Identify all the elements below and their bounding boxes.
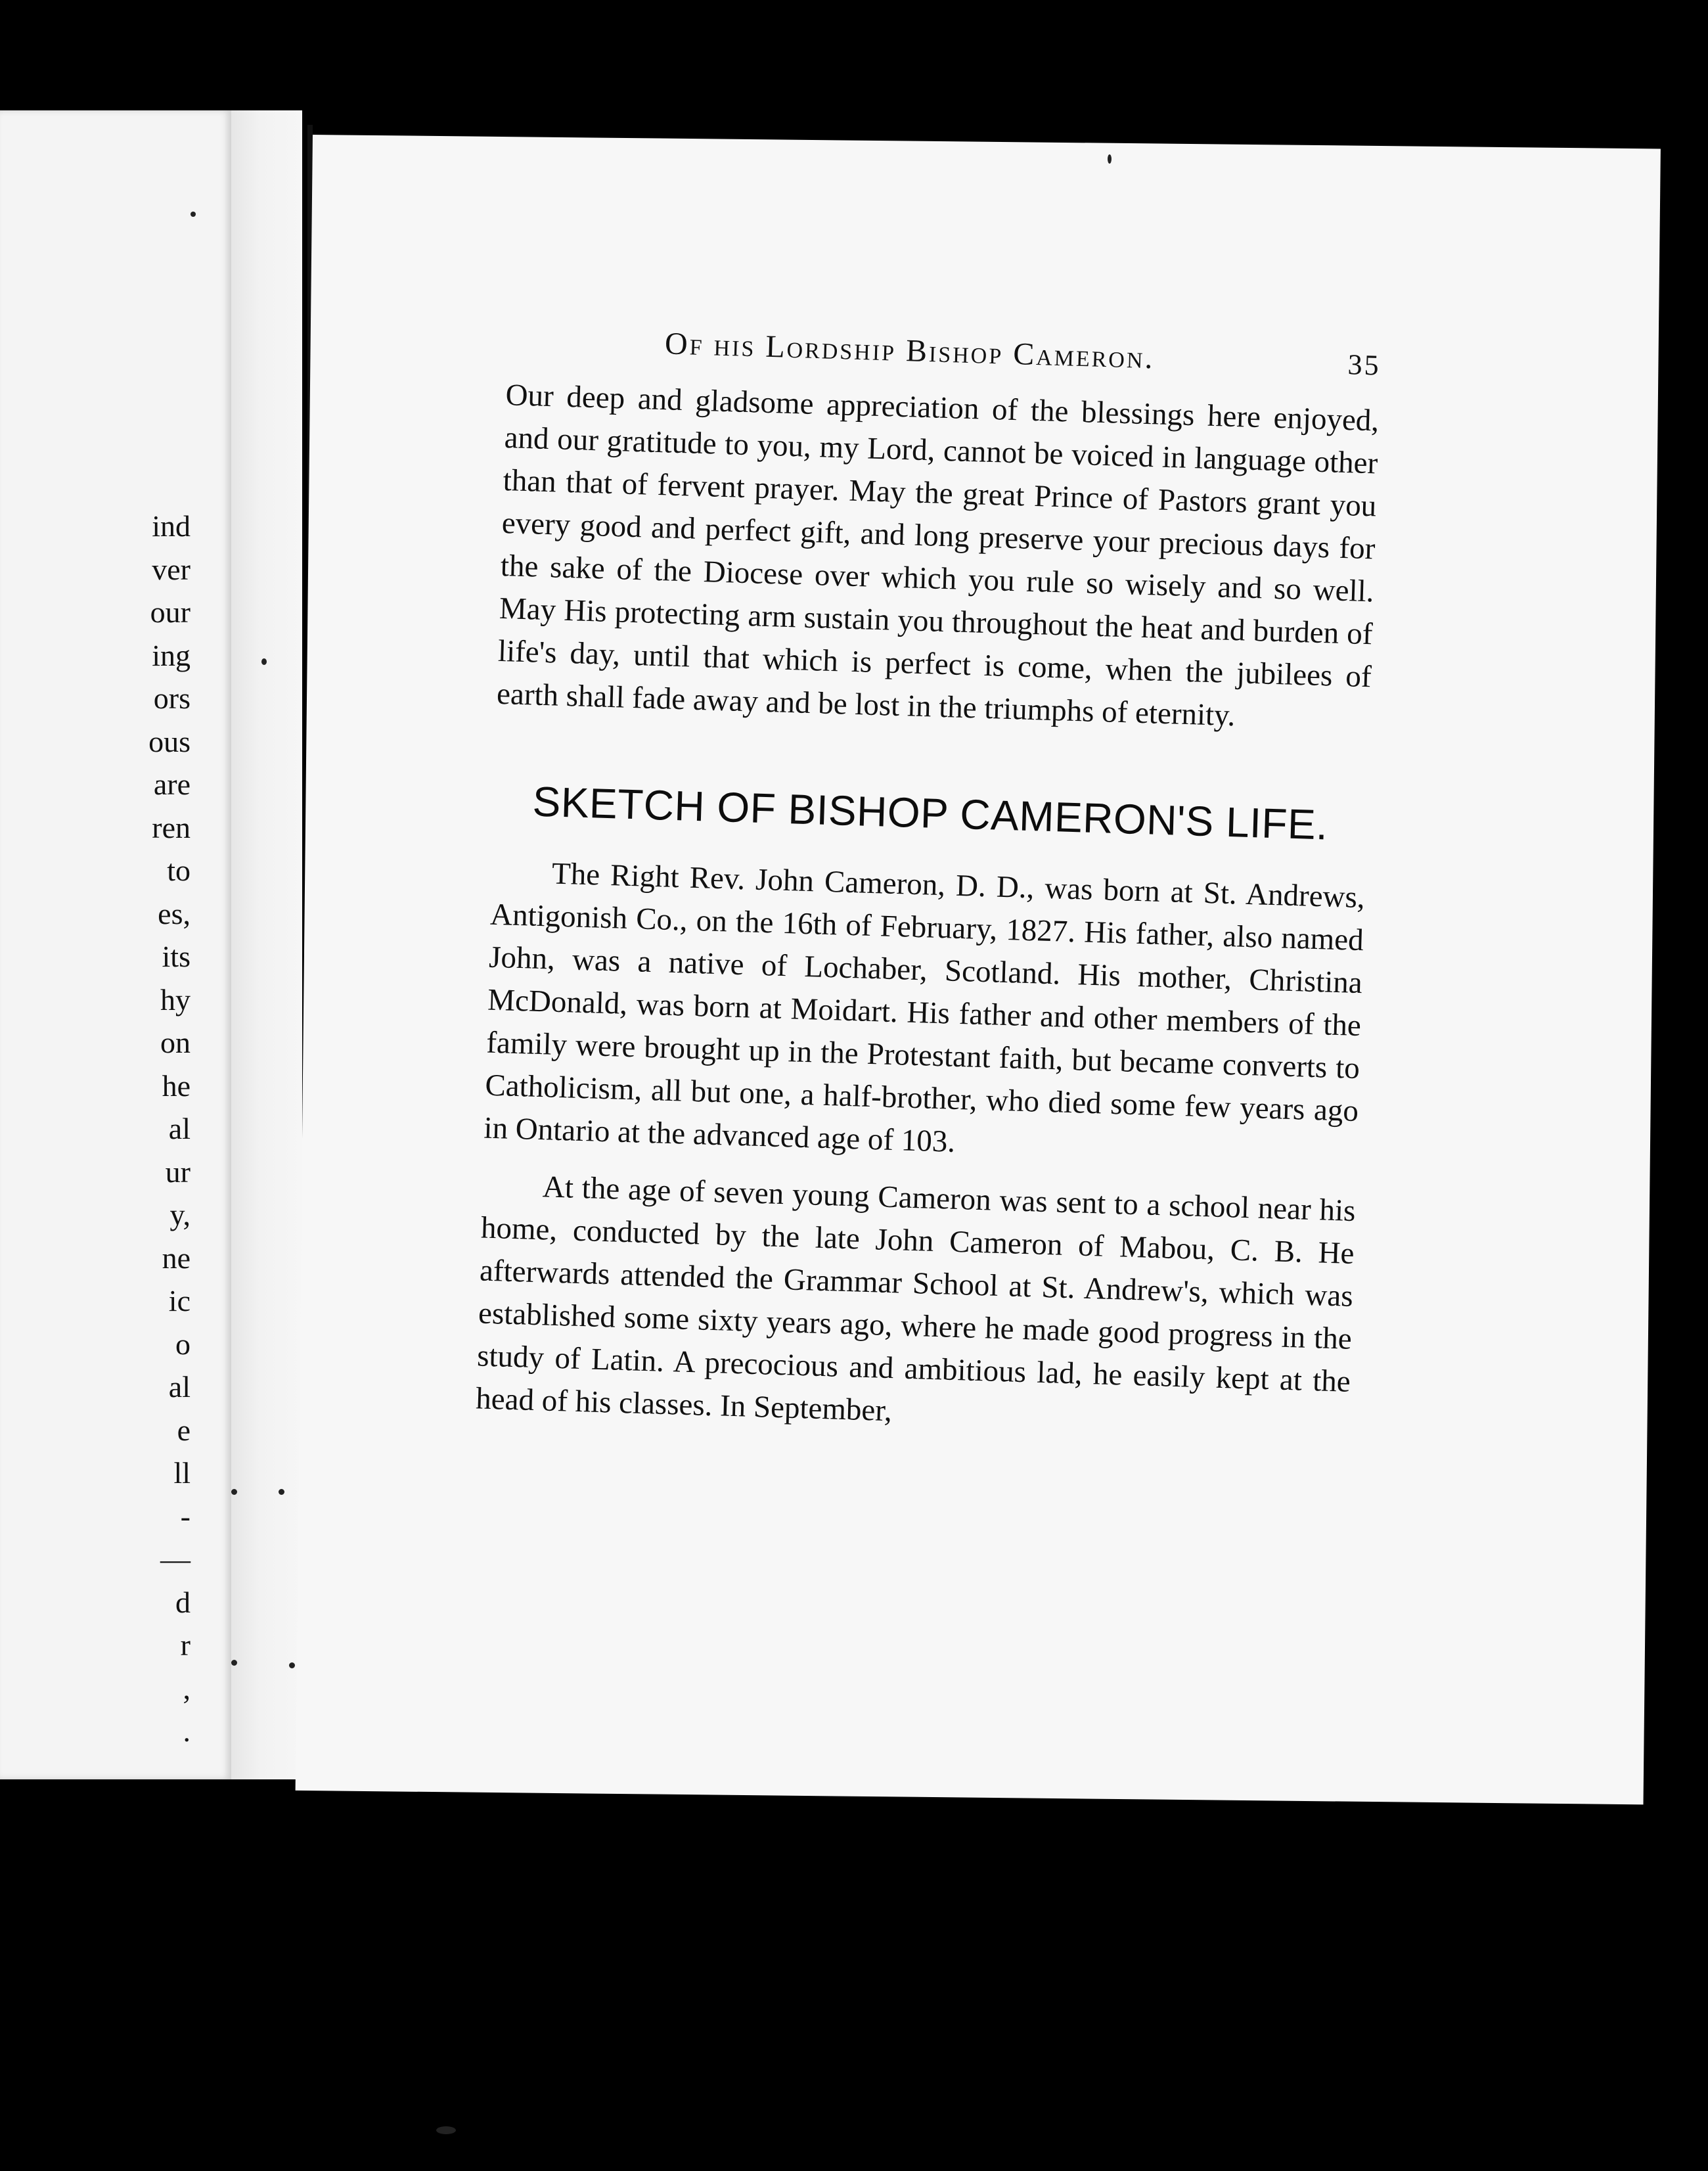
scan-speck [289, 1662, 295, 1668]
scan-speck [436, 2126, 456, 2134]
left-page-fragment: ors [153, 681, 191, 715]
left-page-fragment: , [183, 1671, 191, 1705]
left-page-fragment: ren [152, 810, 191, 844]
running-head [506, 321, 1381, 382]
left-page-fragment: — [160, 1542, 191, 1576]
left-page-fragment: ver [152, 552, 191, 586]
left-page-fragment: ic [168, 1284, 191, 1317]
left-page-fragment: he [162, 1068, 191, 1103]
page-number: 35 [1347, 348, 1382, 382]
scan-speck [279, 1489, 284, 1495]
left-page-fragment: - [180, 1499, 191, 1533]
biography-paragraph-2: At the age of seven young Cameron was sent to a school near his home, conducted by the late John Cameron of Mabou, C. B. He afterwards attended the Grammar School at St. Andrew's, which was established some sixty years ago, where he made good progress in the study of Latin. A precocious and ambitious lad, he easily kept at the head of his classes. In September, [475, 1170, 1357, 1428]
left-page-fragment: o [175, 1327, 191, 1361]
left-page-fragment: d [175, 1585, 191, 1619]
book-gutter [231, 110, 302, 1779]
left-page-fragment: r [180, 1628, 191, 1662]
left-page-fragment: on [160, 1026, 191, 1059]
scan-speck [261, 658, 267, 665]
left-page-fragment: are [153, 767, 191, 801]
left-page-fragment: ne [162, 1241, 191, 1275]
section-heading: SKETCH OF BISHOP CAMERON'S LIFE. [531, 777, 1329, 849]
address-closing-paragraph: Our deep and gladsome appreciation of the blessings here enjoyed, and our gratitude to you, my Lord, cannot be voiced in language other than that of fervent prayer. May the great Prince of Pastors grant you every good and perfect gift, and long preserve your precious days for the sake of the Diocese over which you rule so wisely and so well. May His protecting arm sustain you throughout the heat and burden of life's day, until that which is perfect is come, when the jubilees of earth shall fade away and be lost in the triumphs of eternity. [496, 378, 1380, 733]
left-page-edge [0, 110, 231, 1779]
left-page-fragment: ur [165, 1154, 191, 1189]
left-page-fragment: es, [158, 896, 191, 930]
left-page-fragment: ll [173, 1456, 191, 1490]
scan-speck [231, 1660, 237, 1666]
left-page-fragment: hy [160, 982, 191, 1017]
left-page-fragment: . [183, 1714, 191, 1748]
left-page-fragment: e [177, 1413, 191, 1447]
left-page-fragment: ind [152, 509, 191, 543]
scan-speck [191, 212, 196, 217]
left-page-fragment: to [167, 854, 191, 887]
biography-paragraph-1: The Right Rev. John Cameron, D. D., was born at St. Andrews, Antigonish Co., on the 16th of February, 1827. His father, also named John, was a native of Lochaber, Scotland. His mother, Christina McDonald, was born at Moidart. His father and other members of the family were brought up in the Protestant faith, but became converts to Catholicism, all but one, a half-brother, who died some few years ago in Ontario at the advanced age of 103. [483, 856, 1366, 1159]
right-page [296, 135, 1661, 1804]
left-page-fragment: y, [169, 1198, 191, 1231]
left-page-fragment: al [168, 1370, 191, 1404]
left-page-fragment: its [162, 940, 191, 973]
left-page-text-fragments [148, 505, 191, 1753]
scan-speck [231, 1489, 237, 1495]
running-title: Of his Lordship Bishop Cameron. [664, 326, 1156, 376]
left-page-fragment: al [168, 1112, 191, 1145]
left-page-fragment: our [150, 595, 191, 629]
page-content [475, 321, 1381, 1446]
left-page-fragment: ous [148, 724, 191, 758]
left-page-fragment: ing [152, 638, 191, 672]
scan-speck [1108, 154, 1112, 164]
